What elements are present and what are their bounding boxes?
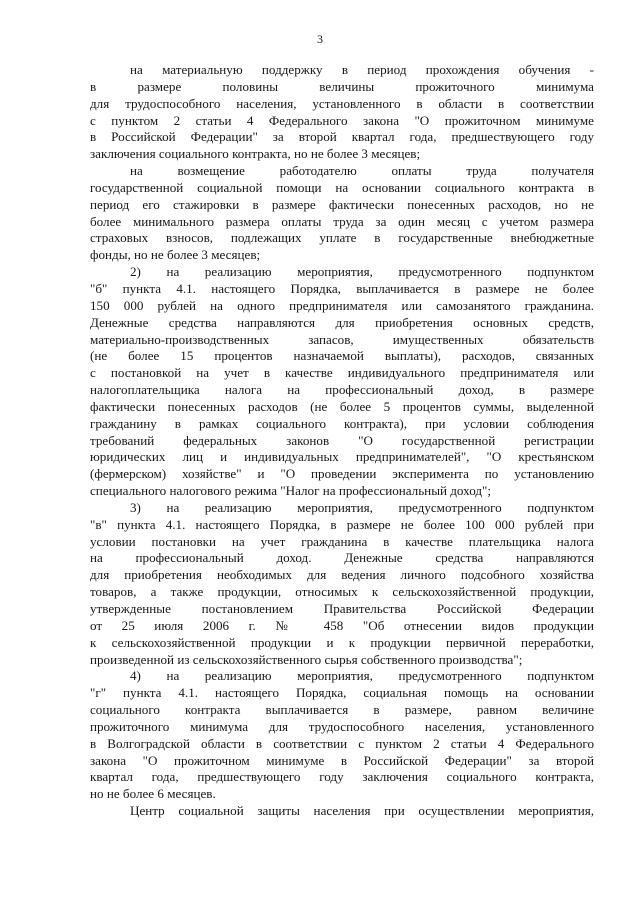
text-line: требований федеральных законов "О государственной регистрации	[90, 432, 594, 448]
text-line: социального контракта выплачивается в размере, равном величине	[90, 702, 594, 718]
text-line: для трудоспособного населения, установленного в области в соответствии	[90, 95, 594, 111]
page-number: 3	[317, 32, 323, 46]
text-line: Центр социальной защиты населения при осуществлении мероприятия,	[130, 803, 594, 819]
text-line: на материальную поддержку в период прохождения обучения -	[130, 62, 594, 77]
text-line: более минимального размера оплаты труда за один месяц с учетом размера	[90, 213, 594, 229]
text-line: условии постановки на учет гражданина в качестве плательщика налога	[90, 533, 594, 549]
text-line: закона "О прожиточном минимуме в Российской Федерации" за второй	[90, 752, 594, 768]
text-line: с постановкой на учет в качестве индивидуального предпринимателя или	[90, 365, 594, 381]
text-line: налогоплательщика налога на профессиональный доход, в размере	[90, 382, 594, 398]
text-line: (не более 15 процентов назначаемой выплаты), расходов, связанных	[90, 348, 594, 364]
text-line: юридических лиц и индивидуальных предпринимателей", "О крестьянском	[90, 449, 594, 465]
text-line: 3) на реализацию мероприятия, предусмотренного подпунктом	[130, 499, 594, 515]
text-line: "в" пункта 4.1. настоящего Порядка, в размере не более 100 000 рублей при	[90, 516, 594, 532]
text-line: 150 000 рублей на одного предпринимателя или самозанятого гражданина.	[90, 297, 594, 313]
text-line: но не более 6 месяцев.	[90, 786, 216, 802]
text-line: для приобретения необходимых для ведения личного подсобного хозяйства	[90, 567, 594, 583]
text-line: специального налогового режима "Налог на профессиональный доход";	[90, 483, 492, 499]
text-line: (фермерском) хозяйстве" и "О проведении эксперимента по установлению	[90, 466, 594, 482]
text-line: государственной социальной помощи на основании социального контракта в	[90, 179, 594, 195]
text-line: период его стажировки в размере фактически понесенных расходов, но не	[90, 196, 594, 212]
text-line: на возмещение работодателю оплаты труда получателя	[130, 163, 594, 179]
text-line: с пунктом 2 статьи 4 Федерального закона "О прожиточном минимуме	[90, 112, 594, 128]
document-body	[90, 62, 594, 820]
text-line: фонды, но не более 3 месяцев;	[90, 247, 261, 263]
text-line: "г" пункта 4.1. настоящего Порядка, социальная помощь на основании	[90, 685, 594, 701]
text-line: 2) на реализацию мероприятия, предусмотренного подпунктом	[130, 264, 594, 280]
text-line: в Российской Федерации" за второй квартал года, предшествующего году	[90, 129, 594, 145]
text-line: заключения социального контракта, но не более 3 месяцев;	[90, 146, 421, 162]
text-line: материально-производственных запасов, имущественных обязательств	[90, 331, 594, 347]
text-line: 4) на реализацию мероприятия, предусмотренного подпунктом	[130, 668, 594, 684]
text-line: Денежные средства направляются для приобретения основных средств,	[90, 314, 594, 330]
text-line: в размере половины величины прожиточного минимума	[90, 78, 594, 94]
text-line: на профессиональный доход. Денежные средства направляются	[90, 550, 594, 566]
text-line: фактически понесенных расходов (не более 5 процентов суммы, выделенной	[90, 398, 594, 414]
text-line: в Волгоградской области в соответствии с пунктом 2 статьи 4 Федерального	[90, 735, 594, 751]
text-line: утвержденные постановлением Правительства Российской Федерации	[90, 601, 594, 616]
text-line: товаров, а также продукции, относимых к сельскохозяйственной продукции,	[90, 584, 594, 600]
text-line: страховых взносов, подлежащих уплате в государственные внебюджетные	[90, 230, 594, 246]
text-line: от 25 июля 2006 г. № 458 "Об отнесении видов продукции	[90, 617, 594, 633]
text-line: к сельскохозяйственной продукции и к продукции первичной переработки,	[90, 634, 594, 650]
text-line: произведенной из сельскохозяйственного сырья собственного производства";	[90, 651, 523, 667]
text-line: гражданину в рамках социального контракта), при условии соблюдения	[90, 415, 594, 431]
text-line: прожиточного минимума для трудоспособного населения, установленного	[90, 718, 594, 734]
text-line: квартал года, предшествующего году заключения социального контракта,	[90, 769, 594, 785]
text-line: "б" пункта 4.1. настоящего Порядка, выплачивается в размере не более	[90, 280, 594, 296]
